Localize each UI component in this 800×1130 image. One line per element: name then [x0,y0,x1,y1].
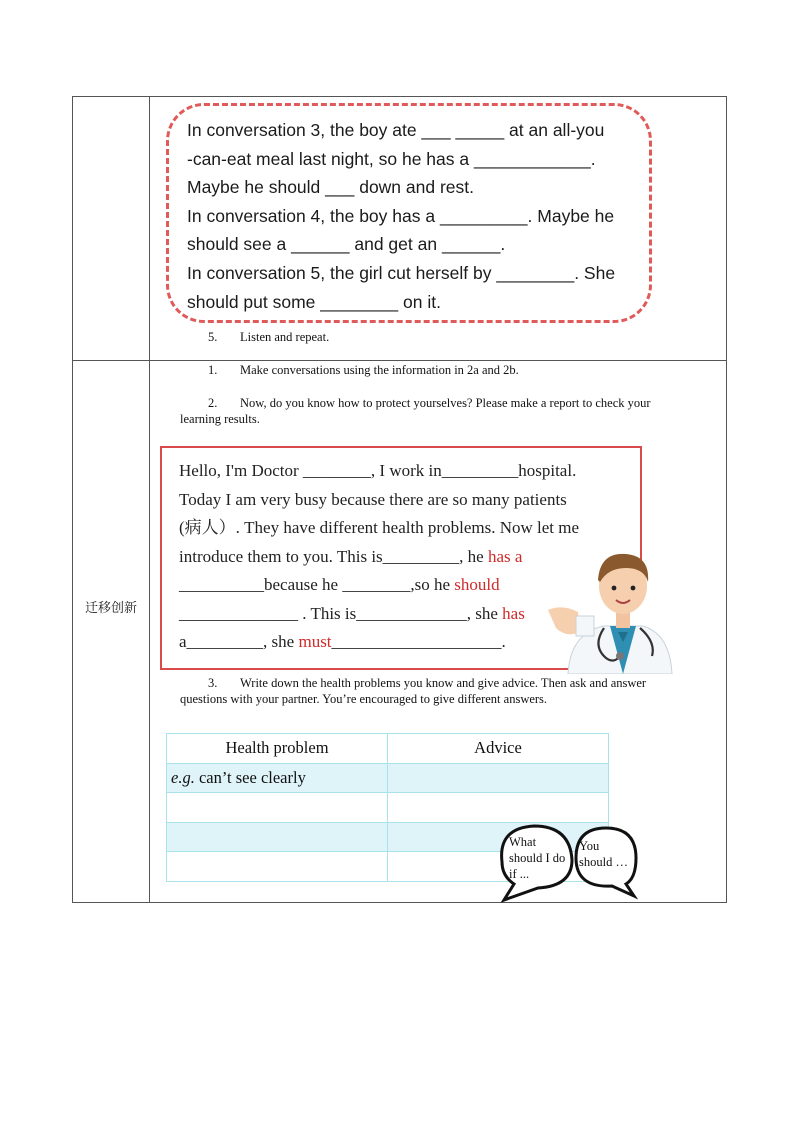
instruction-report: 2. Now, do you know how to protect yourselves? Please make a report to check your [208,396,651,410]
fill-in-passage [187,116,647,316]
report-line: (病人）. They have different health problems. Now let me [179,518,580,537]
instruction-listen: 5. Listen and repeat. [208,330,330,344]
passage-line: In conversation 5, the girl cut herself by ________. She [187,262,616,283]
blank-cell [167,852,388,882]
instruction-report-cont: learning results. [180,412,260,426]
report-line: __________because he ________,so he should [179,575,500,594]
blank-cell [167,822,388,852]
passage-line: -can-eat meal last night, so he has a ____________. [187,148,596,169]
instruction-write-cont: questions with your partner. You’re encouraged to give different answers. [180,692,548,706]
row-label: 迁移创新 [84,601,137,616]
header-advice: Advice [388,734,609,764]
passage-line: In conversation 4, the boy has a _________. Maybe he [187,205,615,226]
passage-line: should see a ______ and get an ______. [187,234,506,255]
passage-line: In conversation 3, the boy ate ___ _____ at an all-you [187,120,605,140]
passage-line: should put some ________ on it. [187,291,441,312]
doctor-illustration [548,546,674,674]
passage-line: Maybe he should ___ down and rest. [187,177,474,198]
blank-cell [167,793,388,823]
advice-cell [388,763,609,793]
blank-cell [388,793,609,823]
header-health-problem: Health problem [167,734,388,764]
report-line: introduce them to you. This is_________, he has a [179,546,523,566]
instruction-make-conversations: 1. Make conversations using the information in 2a and 2b. [208,363,519,377]
bubble-left-text: What should I do if ... [509,835,566,881]
bubble-right-text: You should … [579,839,628,869]
example-cell: e.g. can’t see clearly [167,763,388,793]
report-line: Today I am very busy because there are so many patients [179,489,567,509]
report-line: ______________ . This is_____________, she has [179,603,525,623]
column-divider [149,97,150,902]
report-line: Hello, I'm Doctor ________, I work in_________hospital. [179,461,577,480]
instruction-write: 3. Write down the health problems you know and give advice. Then ask and answer [208,676,647,690]
row-divider [73,360,726,361]
report-line: a_________, she must____________________. [179,632,506,651]
